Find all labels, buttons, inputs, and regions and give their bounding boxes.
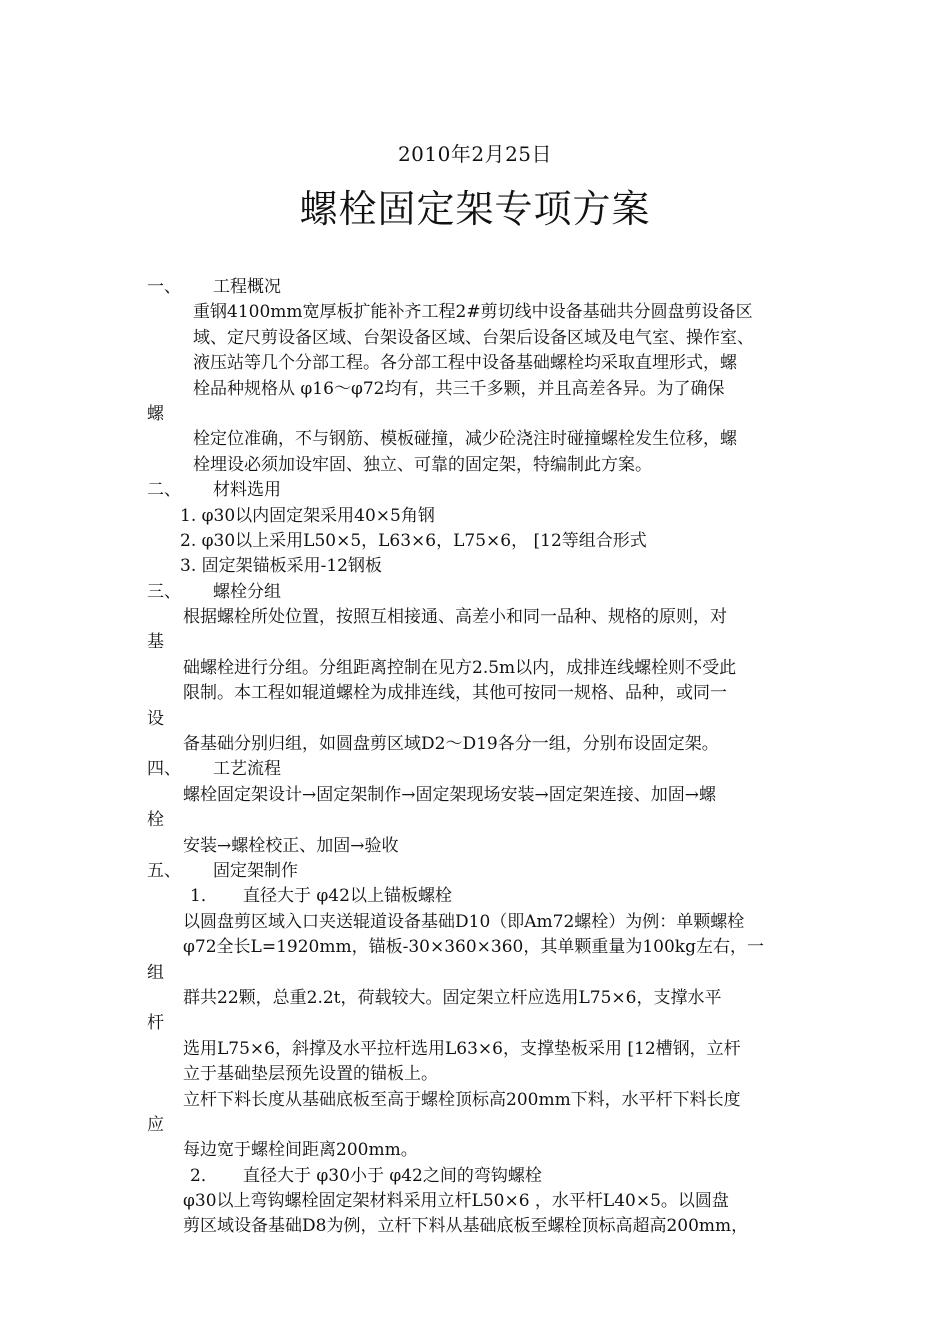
document-date: 2010年2月25日 — [397, 142, 553, 166]
paragraph-line — [0, 732, 950, 757]
line-text: 液压站等几个分部工程。各分部工程中设备基础螺栓均采取直埋形式，螺 — [193, 353, 737, 374]
section-heading-1 — [0, 275, 950, 300]
line-text: φ72全长L=1920mm，锚板-30×360×360，其单颗重量为100kg左右，一 — [183, 937, 764, 958]
list-item — [0, 529, 950, 554]
line-text: 以圆盘剪区域入口夹送辊道设备基础D10（即Am72螺栓）为例：单颗螺栓 — [183, 911, 745, 932]
section-number: 四、 — [147, 759, 181, 780]
section-title: 固定架制作 — [213, 860, 298, 881]
line-text: 安装→螺栓校正、加固→验收 — [183, 835, 399, 856]
wrapped-character-line — [0, 808, 950, 833]
line-text: 剪区域设备基础D8为例，立杆下料从基础底板至螺栓顶标高超高200mm， — [183, 1216, 749, 1237]
wrap-char: 栓 — [147, 810, 164, 831]
wrapped-character-line — [0, 707, 950, 732]
section-number: 五、 — [147, 860, 181, 881]
section-heading-3 — [0, 580, 950, 605]
line-text: φ30以上弯钩螺栓固定架材料采用立杆L50×6 ，水平杆L40×5。以圆盘 — [183, 1191, 729, 1212]
wrapped-character-line — [0, 402, 950, 427]
line-text: 栓埋设必须加设牢固、独立、可靠的固定架，特编制此方案。 — [193, 454, 652, 475]
line-text: 根据螺栓所处位置，按照互相接通、高差小和同一品种、规格的原则，对 — [183, 607, 727, 628]
line-text: 栓品种规格从 φ16～φ72均有，共三千多颗，并且高差各异。为了确保 — [193, 378, 725, 399]
subsection-number: 2． — [190, 1165, 218, 1186]
section-number: 三、 — [147, 581, 181, 602]
line-text: 选用L75×6，斜撑及水平拉杆选用L63×6，支撑垫板采用 [12槽钢，立杆 — [183, 1038, 741, 1059]
line-text: 螺栓固定架设计→固定架制作→固定架现场安装→固定架连接、加固→螺 — [183, 784, 716, 805]
list-item — [0, 504, 950, 529]
paragraph-line — [0, 326, 950, 351]
paragraph-line — [0, 656, 950, 681]
line-text: 础螺栓进行分组。分组距离控制在见方2.5m以内，成排连线螺栓则不受此 — [183, 657, 737, 678]
paragraph-line — [0, 605, 950, 630]
paragraph-line — [0, 1088, 950, 1113]
paragraph-line — [0, 1189, 950, 1214]
paragraph-line — [0, 935, 950, 960]
line-text: 备基础分别归组，如圆盘剪区域D2～D19各分一组，分别布设固定架。 — [183, 734, 719, 755]
paragraph-line — [0, 681, 950, 706]
subsection-heading-2 — [0, 1164, 950, 1189]
subsection-title: 直径大于 φ30小于 φ42之间的弯钩螺栓 — [243, 1165, 542, 1186]
wrapped-character-line — [0, 961, 950, 986]
paragraph-line — [0, 1138, 950, 1163]
paragraph-line — [0, 1214, 950, 1239]
line-text: 限制。本工程如辊道螺栓为成排连线，其他可按同一规格、品种，或同一 — [183, 683, 727, 704]
wrap-char: 螺 — [147, 403, 164, 424]
paragraph-line — [0, 453, 950, 478]
paragraph-line — [0, 783, 950, 808]
line-text: 每边宽于螺栓间距离200mm。 — [183, 1140, 418, 1161]
section-title: 螺栓分组 — [213, 581, 281, 602]
list-item-text: 1. φ30以内固定架采用40×5角钢 — [180, 505, 435, 526]
section-title: 工艺流程 — [213, 759, 281, 780]
section-title: 工程概况 — [213, 277, 281, 297]
paragraph-line — [0, 300, 950, 325]
paragraph-line — [0, 427, 950, 452]
section-number: 一、 — [147, 277, 181, 297]
line-text: 立杆下料长度从基础底板至高于螺栓顶标高200mm下料，水平杆下料长度 — [183, 1089, 741, 1110]
wrapped-character-line — [0, 1011, 950, 1036]
line-text: 立于基础垫层预先设置的锚板上。 — [183, 1064, 438, 1085]
line-text: 重钢4100mm宽厚板扩能补齐工程2#剪切线中设备基础共分圆盘剪设备区 — [193, 302, 753, 323]
line-text: 群共22颗，总重2.2t，荷载较大。固定架立杆应选用L75×6，支撑水平 — [183, 987, 722, 1008]
section-heading-4 — [0, 757, 950, 782]
list-item-text: 2. φ30以上采用L50×5，L63×6，L75×6， [12等组合形式 — [180, 530, 647, 551]
section-number: 二、 — [147, 480, 181, 501]
paragraph-line — [0, 1037, 950, 1062]
document-title: 螺栓固定架专项方案 — [299, 187, 651, 231]
wrap-char: 应 — [147, 1114, 164, 1135]
section-heading-5 — [0, 859, 950, 884]
wrap-char: 组 — [147, 962, 164, 983]
section-title: 材料选用 — [213, 480, 281, 501]
paragraph-line — [0, 377, 950, 402]
subsection-number: 1． — [190, 886, 218, 907]
line-text: 域、定尺剪设备区域、台架设备区域、台架后设备区域及电气室、操作室、 — [193, 327, 754, 348]
paragraph-line — [0, 986, 950, 1011]
paragraph-line — [0, 351, 950, 376]
paragraph-line — [0, 834, 950, 859]
wrap-char: 基 — [147, 632, 164, 653]
paragraph-line — [0, 1062, 950, 1087]
section-heading-2 — [0, 478, 950, 503]
wrap-char: 杆 — [147, 1013, 164, 1034]
line-text: 栓定位准确，不与钢筋、模板碰撞，减少砼浇注时碰撞螺栓发生位移，螺 — [193, 429, 737, 450]
paragraph-line — [0, 910, 950, 935]
wrapped-character-line — [0, 1113, 950, 1138]
wrapped-character-line — [0, 630, 950, 655]
list-item — [0, 554, 950, 579]
document-body — [0, 275, 950, 1240]
subsection-heading-1 — [0, 884, 950, 909]
list-item-text: 3. 固定架锚板采用-12钢板 — [180, 556, 382, 577]
subsection-title: 直径大于 φ42以上锚板螺栓 — [243, 886, 452, 907]
wrap-char: 设 — [147, 708, 164, 729]
